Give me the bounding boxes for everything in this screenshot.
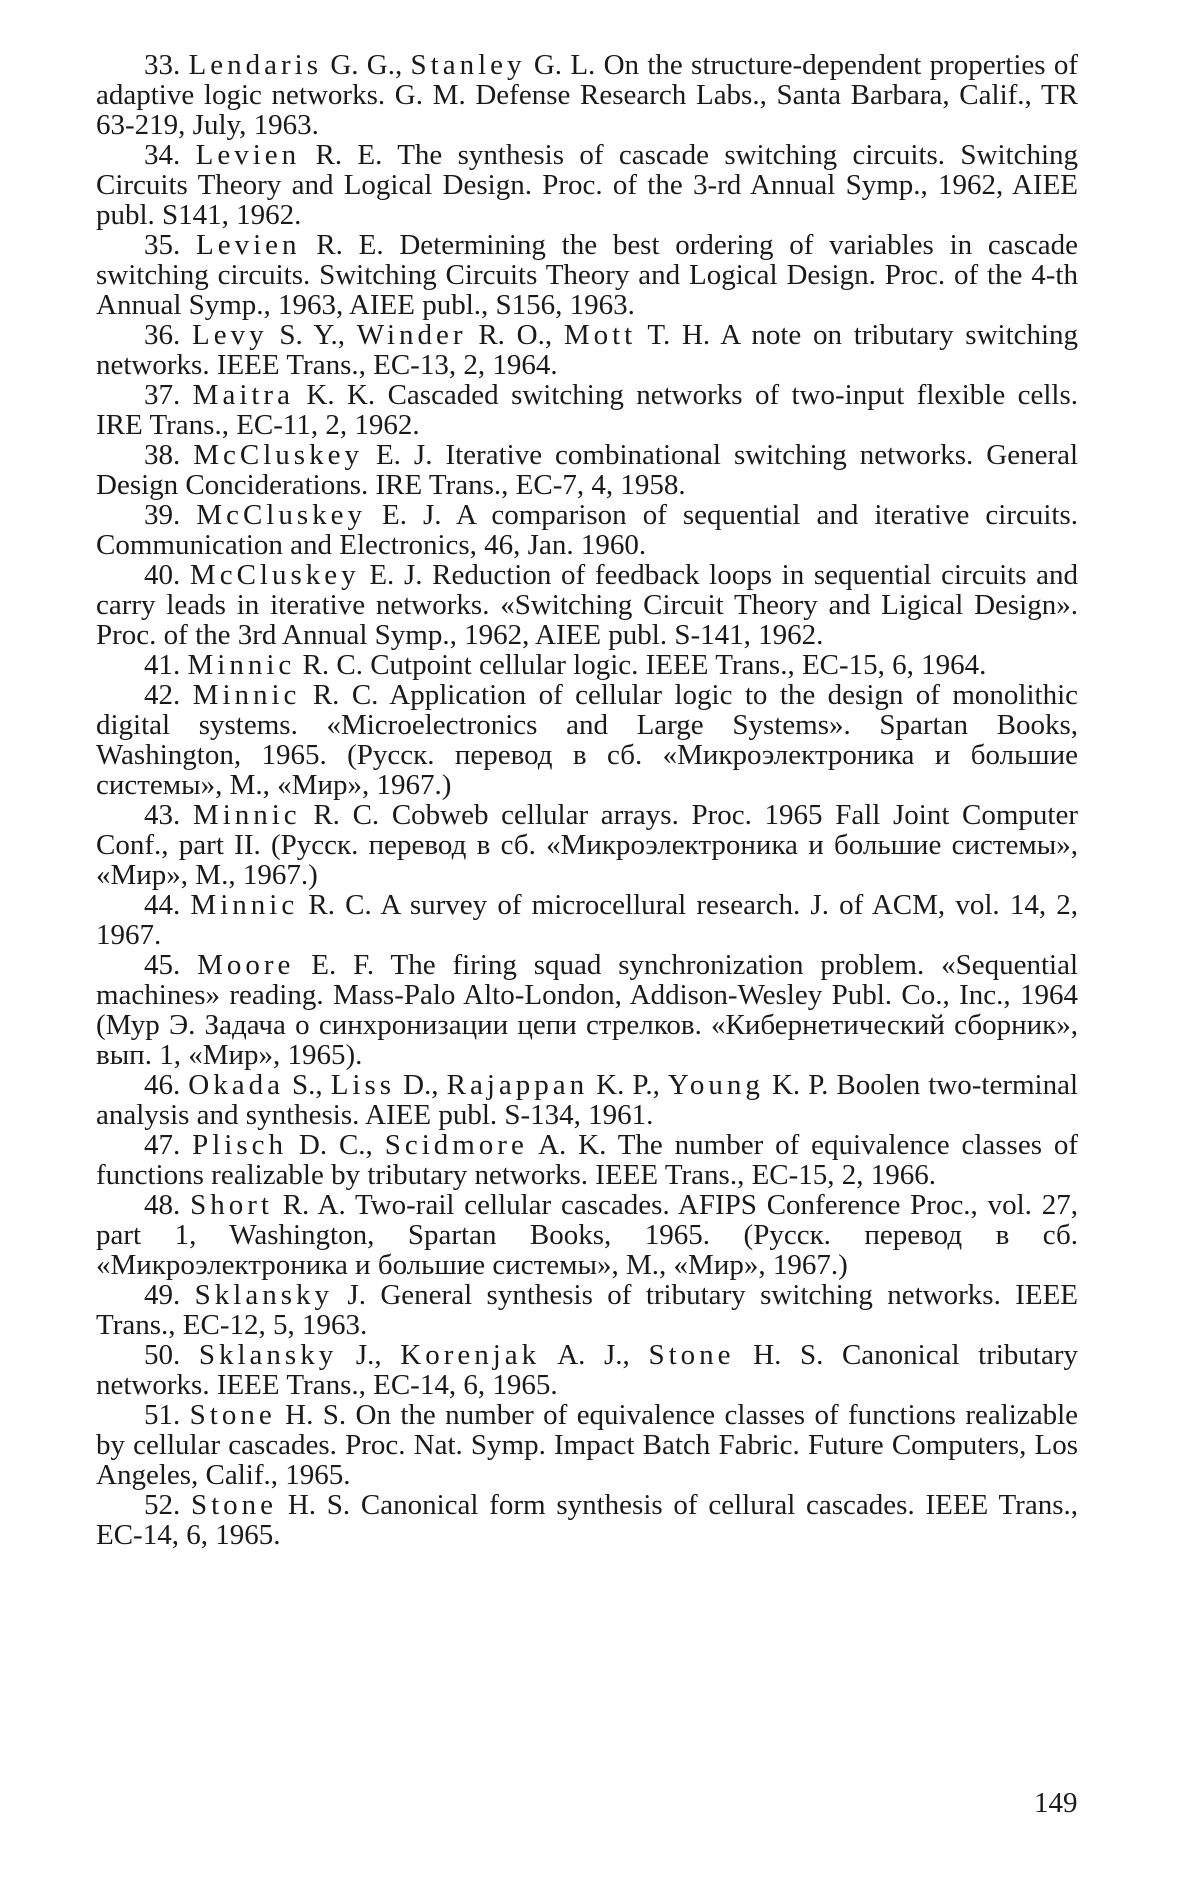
reference-text: Determining the best ordering of variables in cascade switching circuits. Switching Circuits Theory and Logical Design. Proc. of the 4-th Annual Symp., 1963, AIEE publ., S156, 1963. (96, 229, 1079, 321)
author-initials: S., (292, 1069, 323, 1101)
author-name: Plisch (192, 1129, 288, 1161)
reference-item (96, 140, 1078, 230)
author-name: McCluskey (189, 559, 360, 591)
author-initials: E. J. (375, 439, 433, 471)
reference-text: General synthesis of tributary switching networks. IEEE Trans., EC-12, 5, 1963. (96, 1279, 1079, 1341)
reference-item (96, 50, 1078, 140)
author-initials: R. C. (308, 889, 372, 921)
reference-item (96, 440, 1078, 500)
author-name: Minnic (190, 889, 299, 921)
author-name: Minnic (192, 679, 301, 711)
reference-text: A note on tributary switching networks. IEEE Trans., EC-13, 2, 1964. (96, 319, 1079, 381)
author-initials: T. H. (647, 319, 711, 351)
author-initials: H. S. (287, 1489, 351, 1521)
reference-text: On the structure-dependent properties of adaptive logic networks. G. M. Defense Research Labs., Santa Barbara, Calif., TR 63-219, July, 1963. (96, 49, 1079, 141)
reference-number: 34. (144, 139, 181, 171)
reference-text: Reduction of feedback loops in sequential circuits and carry leads in iterative networks. «Switching Circuit Theory and Ligical Design». Proc. of the 3rd Annual Symp., 1962, AIEE publ. S-141, 1962. (96, 559, 1079, 651)
author-name: Minnic (192, 799, 301, 831)
author-initials: K. P. (771, 1069, 829, 1101)
reference-item (96, 1190, 1078, 1280)
author-name: Levien (196, 229, 301, 261)
author-name: McCluskey (196, 499, 366, 531)
author-name: Minnic (187, 649, 296, 681)
reference-item (96, 1340, 1078, 1400)
author-name: Young (667, 1069, 764, 1101)
author-initials: G. L. (533, 49, 596, 81)
author-initials: R. A. (282, 1189, 346, 1221)
author-name: Stanley (410, 49, 526, 81)
author-initials: E. F. (311, 949, 375, 981)
reference-text: On the number of equivalence classes of functions realizable by cellular cascades. Proc. Nat. Symp. Impact Batch Fabric. Future Computers, Los Angeles, Calif., 1965. (96, 1399, 1079, 1491)
reference-text: A survey of microcellural research. J. of ACM, vol. 14, 2, 1967. (96, 889, 1078, 951)
author-name: Levien (195, 139, 301, 171)
author-initials: H. S. (753, 1339, 824, 1371)
author-name: Stone (648, 1339, 735, 1371)
author-name: Liss (330, 1069, 396, 1101)
reference-number: 33. (144, 49, 181, 81)
reference-item (96, 680, 1078, 800)
author-initials: R. C. (313, 799, 380, 831)
reference-text: Iterative combinational switching networks. General Design Conciderations. IRE Trans., EC-7, 4, 1958. (96, 439, 1079, 501)
author-name: McCluskey (193, 439, 363, 471)
reference-item (96, 320, 1078, 380)
reference-item (96, 230, 1078, 320)
reference-text: Boolen two-terminal analysis and synthesis. AIEE publ. S-134, 1961. (96, 1069, 1079, 1131)
reference-item (96, 890, 1078, 950)
reference-text: Cascaded switching networks of two-input flexible cells. IRE Trans., EC-11, 2, 1962. (96, 379, 1079, 441)
reference-number: 46. (144, 1069, 181, 1101)
reference-text: The synthesis of cascade switching circuits. Switching Circuits Theory and Logical Design. Proc. of the 3-rd Annual Symp., 1962, AIEE publ. S141, 1962. (96, 139, 1079, 231)
author-initials: R. E. (316, 229, 384, 261)
reference-item (96, 1070, 1078, 1130)
reference-item (96, 650, 1078, 680)
author-initials: R. C. (302, 649, 363, 681)
author-name: Sklansky (198, 1339, 338, 1371)
author-name: Mott (563, 319, 637, 351)
reference-text: A comparison of sequential and iterative circuits. Communication and Electronics, 46, Jan. 1960. (96, 499, 1079, 561)
author-initials: R. C. (312, 679, 379, 711)
reference-number: 52. (144, 1489, 181, 1521)
reference-item (96, 950, 1078, 1070)
reference-text: Two-rail cellular cascades. AFIPS Conference Proc., vol. 27, part 1, Washington, Spartan Books, 1965. (Русск. перевод в сб. «Микроэлектроника и большие системы», М., «Мир», 1967.) (96, 1189, 1078, 1281)
reference-item (96, 380, 1078, 440)
author-initials: K. P., (596, 1069, 660, 1101)
reference-number: 47. (144, 1129, 181, 1161)
author-initials: R. E. (315, 139, 383, 171)
reference-item (96, 1280, 1078, 1340)
reference-number: 41. (144, 649, 181, 681)
author-name: Moore (197, 949, 295, 981)
author-initials: E. J. (382, 499, 442, 531)
reference-number: 48. (144, 1189, 181, 1221)
reference-number: 45. (144, 949, 181, 981)
reference-item (96, 800, 1078, 890)
reference-item (96, 560, 1078, 650)
reference-number: 51. (144, 1399, 181, 1431)
author-name: Maitra (192, 379, 294, 411)
author-name: Short (190, 1189, 273, 1221)
author-initials: E. J. (369, 559, 423, 591)
page-number: 149 (1034, 1787, 1078, 1819)
reference-number: 37. (144, 379, 181, 411)
author-name: Sklansky (194, 1279, 333, 1311)
author-initials: J. (347, 1279, 366, 1311)
reference-number: 42. (144, 679, 181, 711)
reference-text: Application of cellular logic to the design of monolithic digital systems. «Microelectronics and Large Systems». Spartan Books, Washington, 1965. (Русск. перевод в сб. «Микроэлектроника и большие системы», М., «Мир», 1967.) (96, 679, 1079, 801)
author-name: Levy (191, 319, 268, 351)
author-initials: J., (355, 1339, 382, 1371)
reference-text: The firing squad synchronization problem. «Sequential machines» reading. Mass-Palo Alto-London, Addison-Wesley Publ. Co., Inc., 1964 (Мур Э. Задача о синхронизации цепи стрелков. «Кибернетический сборник», вып. 1, «Мир», 1965). (96, 949, 1078, 1071)
reference-item (96, 1400, 1078, 1490)
reference-text: Canonical form synthesis of cellural cascades. IEEE Trans., EC-14, 6, 1965. (96, 1489, 1078, 1551)
author-name: Korenjak (400, 1339, 541, 1371)
reference-text: Cobweb cellular arrays. Proc. 1965 Fall Joint Computer Conf., part II. (Русск. перевод в сб. «Микроэлектроника и большие системы», «Мир», М., 1967.) (96, 799, 1079, 891)
reference-item (96, 500, 1078, 560)
author-initials: S. Y., (279, 319, 346, 351)
reference-number: 49. (144, 1279, 181, 1311)
author-name: Lendaris (188, 49, 323, 81)
author-initials: H. S. (285, 1399, 347, 1431)
author-initials: A. J., (557, 1339, 630, 1371)
reference-number: 50. (144, 1339, 181, 1371)
author-name: Okada (188, 1069, 284, 1101)
author-initials: D., (403, 1069, 439, 1101)
reference-number: 39. (144, 499, 181, 531)
reference-number: 40. (144, 559, 181, 591)
reference-list (96, 50, 1078, 1550)
reference-text: The number of equivalence classes of functions realizable by tributary networks. IEEE Trans., EC-15, 2, 1966. (96, 1129, 1079, 1191)
author-name: Scidmore (384, 1129, 528, 1161)
author-name: Rajappan (446, 1069, 589, 1101)
reference-item (96, 1490, 1078, 1550)
author-initials: G. G., (330, 49, 403, 81)
reference-text: Cutpoint cellular logic. IEEE Trans., EC-15, 6, 1964. (370, 649, 987, 681)
author-initials: R. O., (478, 319, 553, 351)
reference-number: 44. (144, 889, 181, 921)
author-initials: K. K. (306, 379, 376, 411)
author-name: Stone (189, 1399, 276, 1431)
author-initials: D. C., (298, 1129, 373, 1161)
author-name: Winder (356, 319, 467, 351)
author-initials: A. K. (538, 1129, 607, 1161)
reference-number: 43. (144, 799, 181, 831)
author-name: Stone (191, 1489, 278, 1521)
reference-number: 35. (144, 229, 181, 261)
reference-item (96, 1130, 1078, 1190)
reference-text: Canonical tributary networks. IEEE Trans., EC-14, 6, 1965. (96, 1339, 1079, 1401)
reference-number: 38. (144, 439, 181, 471)
reference-number: 36. (144, 319, 181, 351)
